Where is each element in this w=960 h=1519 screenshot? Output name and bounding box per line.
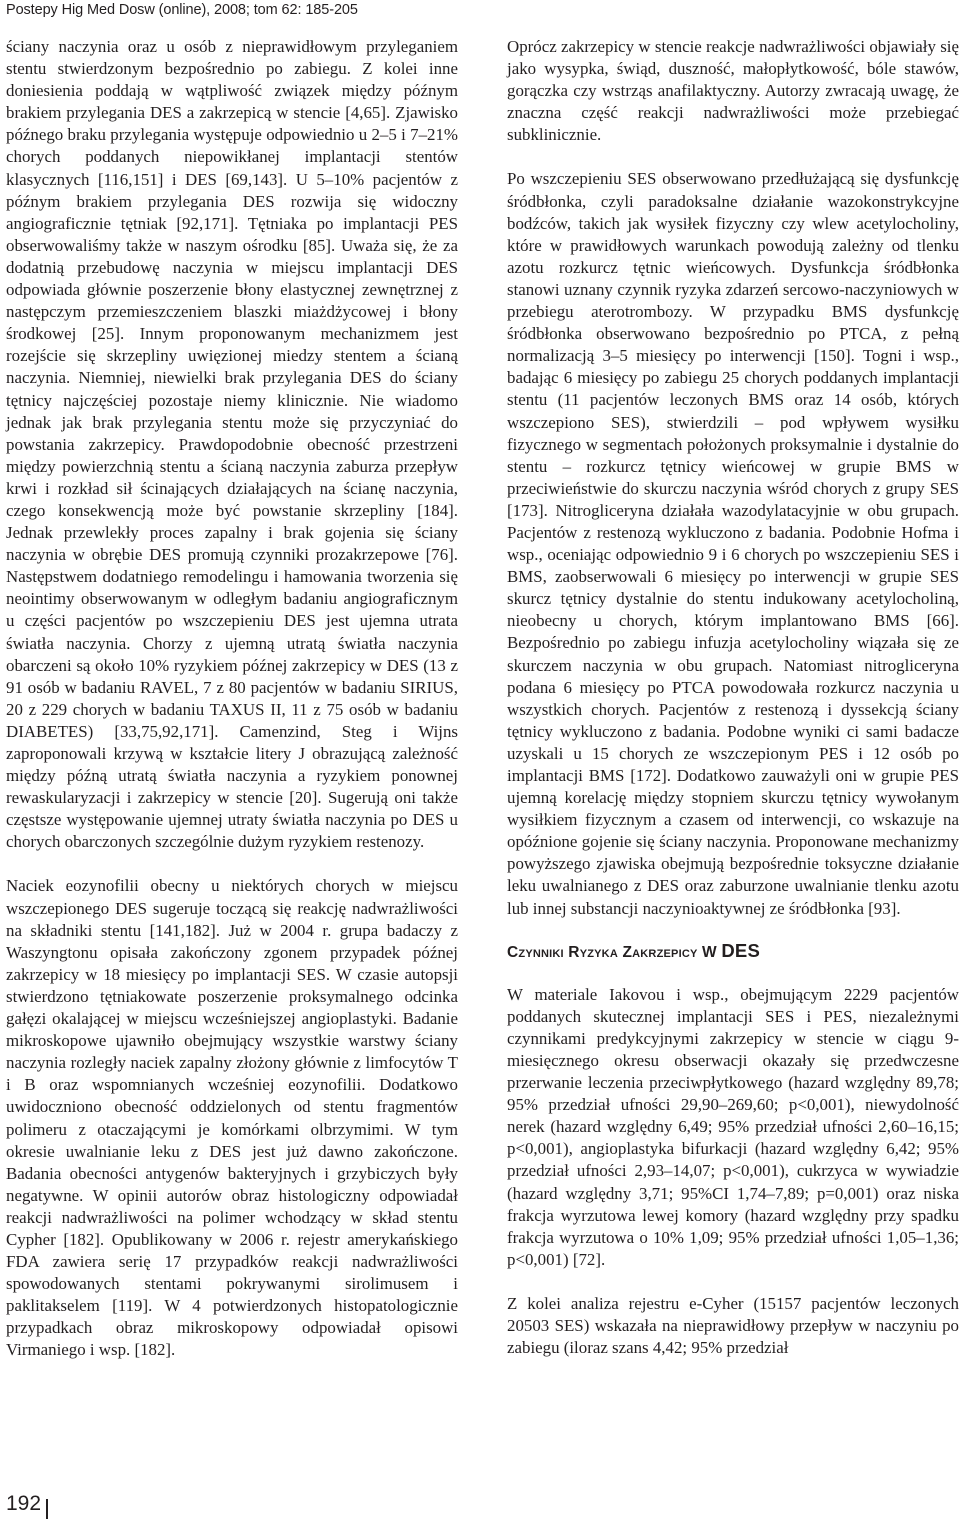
body-paragraph: Naciek eozynofilii obecny u niektórych chorych w miejscu wszczepionego DES sugeruje toczącą się reakcję nadwrażliwości na składniki stentu [141,182]. Już w 2004 r. grupa badaczy z Waszyngtonu opisała zakończony zgonem przypadek późnej zakrzepicy w 18 miesięcy po implantacji SES. W czasie autopsji stwierdzono tętniakowate poszerzenie proksymalnego odcinka gałęzi okalającej w miejscu wcześniejszej angioplastyki. Badanie mikroskopowe ujawniło obejmujący wszystkie warstwy ściany naczynia rozległy naciek zapalny złożony głównie z limfocytów T i B oraz wspomnianych wcześniej eozynofilii. Dodatkowo uwidoczniono obecność oddzielonych od stentu fragmentów polimeru z otaczającymi je komórkami olbrzymimi. W tym okresie uwalnianie leku z DES jest już dawno zakończone. Badania obecności antygenów bakteryjnych i grzybiczych były negatywne. W opinii autorów obraz histologiczny odpowiadał reakcji nadwrażliwości na polimer wchodzący w skład stentu Cypher [182]. Opublikowany w 2006 r. rejestr amerykańskiego FDA zawiera serię 17 przypadków reakcji nadwrażliwości spowodowanych stentami pokrywanymi sirolimusem i paklitakselem [119]. W 4 potwierdzonych histopatologicznie przypadkach obraz mikroskopowy odpowiadał opisowi Virmaniego i wsp. [182].	[6, 876, 458, 1360]
body-paragraph: W materiale Iakovou i wsp., obejmującym 2229 pacjentów poddanych skutecznej implantacji SES i PES, niezależnymi czynnikami predykcyjnymi zakrzepicy w stencie w ciągu 9-miesięcznego okresu obserwacji okazały się przedwczesne przerwanie leczenia przeciwpłytkowego (hazard względny 89,78; 95% przedział ufności 29,90–269,60; p<0,001), niewydolność nerek (hazard względny 6,49; 95% przedział ufności 2,60–16,15; p<0,001), angioplastyka bifurkacji (hazard względny 6,42; 95% przedział ufności 2,93–14,07; p<0,001), cukrzyca w wywiadzie (hazard względny 3,71; 95%CI 1,74–7,89; p=0,001) oraz niska frakcja wyrzutowa lewej komory (hazard względny przy spadku frakcja wyrzutowa o 10% 1,09; 95% przedział ufności 1,05–1,36; p<0,001) [72].	[507, 984, 959, 1269]
body-paragraph: Oprócz zakrzepicy w stencie reakcje nadwrażliwości objawiały się jako wysypka, świąd, duszność, małopłytkowość, bóle stawów, gorączka czy wstrząs anafilaktyczny. Autorzy zwracają uwagę, że znaczna część reakcji nadwrażliwości może przebiegać subklinicznie.	[507, 37, 959, 145]
body-paragraph: ściany naczynia oraz u osób z nieprawidłowym przyleganiem stentu stwierdzonym bezpośrednio po zabiegu. Z kolei inne doniesienia poddają w wątpliwość związek między późnym brakiem przylegania DES a zakrzepicą w stencie [4,65]. Zjawisko późnego braku przylegania występuje odpowiednio u 2–5 i 7–21% chorych poddanych niepowikłanej implantacji stentów klasycznych [116,151] i DES [69,143]. U 5–10% pacjentów z późnym brakiem przylegania DES rozwija się widoczny angiograficznie tętniak [92,171]. Tętniaka po implantacji PES obserwowaliśmy także w naszym ośrodku [85]. Uważa się, że za dodatnią przebudowę naczynia w miejscu implantacji DES odpowiada głównie poszerzenie błony elastycznej zewnętrznej z następczym przemieszczeniem blaszki miażdżycowej i błony środkowej [25]. Innym proponowanym mechanizmem jest rozejście się skrzepliny uwięzionej miedzy stentem a ścianą naczynia. Niemniej, niewielki brak przylegania DES do ściany tętnicy najczęściej pozostaje niemy klinicznie. Nie wiadomo jednak jak brak przylegania stentu może się przyczyniać do powstania zakrzepicy. Prawdopodobnie obecność przestrzeni między powierzchnią stentu a ścianą naczynia zaburza przepływ krwi i rozkład sił ścinających działających na ścianę naczynia, czego konsekwencją może być powstanie skrzepliny [184]. Jednak przewlekły proces zapalny i brak gojenia się ściany naczynia w obrębie DES promują czynniki prozakrzepowe [76]. Następstwem dodatniego remodelingu i hamowania tworzenia się neointimy obserwowanym w odległym badaniu angiograficznym u części pacjentów po wszczepieniu DES jest ujemna utrata światła naczynia. Chorzy z ujemną utratą światła naczynia obarczeni są około 10% ryzykiem późnej zakrzepicy w DES (13 z 91 osób w badaniu RAVEL, 7 z 80 pacjentów w badaniu SIRIUS, 20 z 229 chorych w badaniu TAXUS II, 11 z 75 osób w badaniu DIABETES) [33,75,92,171]. Camenzind, Steg i Wijns zaproponowali krzywą w kształcie litery J obrazującą zależność między późną utratą światła naczynia a ryzykiem ponownej rewaskularyzacji i zakrzepicy w stencie [20]. Sugerują oni także częstsze występowanie ujemnej utraty światła naczynia po DES u chorych obarczonych szczególnie dużym ryzykiem restenozy.	[6, 37, 458, 852]
page-number-rule	[46, 1499, 48, 1519]
section-heading	[507, 940, 959, 964]
section-heading-acronym: DES	[721, 939, 760, 961]
right-column	[507, 36, 959, 1359]
body-paragraph: Po wszczepieniu SES obserwowano przedłużającą się dysfunkcję śródbłonka, czyli paradoksalne działanie wazokonstrykcyjne bodźców, takich jak wysiłek fizyczny czy wlew acetylocholiny, które w prawidłowych warunkach powodują zależny od tlenku azotu rozkurcz tętnic wieńcowych. Dysfunkcja śródbłonka stanowi uznany czynnik ryzyka zdarzeń sercowo-naczyniowych w przebiegu aterotrombozy. W przypadku BMS dysfunkcję śródbłonka obserwowano bezpośrednio po PTCA, z pełną normalizacją 3–5 miesięcy po interwencji [150]. Togni i wsp., badając 6 miesięcy po zabiegu 25 chorych poddanych implantacji stentu (11 pacjentów leczonych BMS oraz 14 osób, których wszczepiono SES), stwierdzili – pod wpływem wysiłku fizycznego w segmentach położonych proksymalnie i dystalnie do stentu – rozkurcz tętnicy wieńcowej w grupie BMS w przeciwieństwie do skurczu naczynia wśród chorych z grupy SES [173]. Nitrogliceryna działała wazodylatacyjnie w obu grupach. Pacjentów z restenozą wykluczono z badania. Podobnie Hofma i wsp., oceniając odpowiednio 9 i 6 chorych po wszczepieniu SES i BMS, zaobserwowali 6 miesięcy po interwencji w grupie SES skurcz tętnicy dystalnie do stentu indukowany acetylocholiną, nieobecny u chorych, którym implantowano BMS [66]. Bezpośrednio po zabiegu infuzja acetylocholiny wiązała się ze skurczem naczynia w obu grupach. Natomiast nitrogliceryna podana 6 miesięcy po PTCA powodowała rozkurcz naczynia u wszystkich chorych. Pacjentów z restenozą i dyssekcją ściany tętnicy wykluczono z badania. Podobne wyniki ci sami badacze uzyskali u 15 chorych ze wszczepionym PES i 12 osób po implantacji BMS [172]. Dodatkowo zauważyli oni w grupie PES ujemną korelację między stopniem skurczu tętnicy wywołanym wysiłkiem fizycznym a czasem od interwencji, co wskazuje na opóźnione gojenie się ściany naczynia. Proponowane mechanizmy powyższego zjawiska obejmują bezpośrednie toksyczne działanie leku uwalnianego z DES oraz zaburzone uwalnianie tlenku azotu lub innej substancji naczynioaktywnej ze śródbłonka [93].	[507, 169, 959, 918]
page-number: 192	[6, 1492, 42, 1515]
section-heading-text: Czynniki Ryzyka Zakrzepicy W	[507, 943, 722, 961]
left-column	[6, 36, 458, 1362]
journal-header: Postepy Hig Med Dosw (online), 2008; tom 62: 185-205	[6, 2, 358, 18]
body-paragraph: Z kolei analiza rejestru e-Cyher (15157 pacjentów leczonych 20503 SES) wskazała na nieprawidłowy przepływ w naczyniu po zabiegu (iloraz szans 4,42; 95% przedział	[507, 1293, 959, 1358]
